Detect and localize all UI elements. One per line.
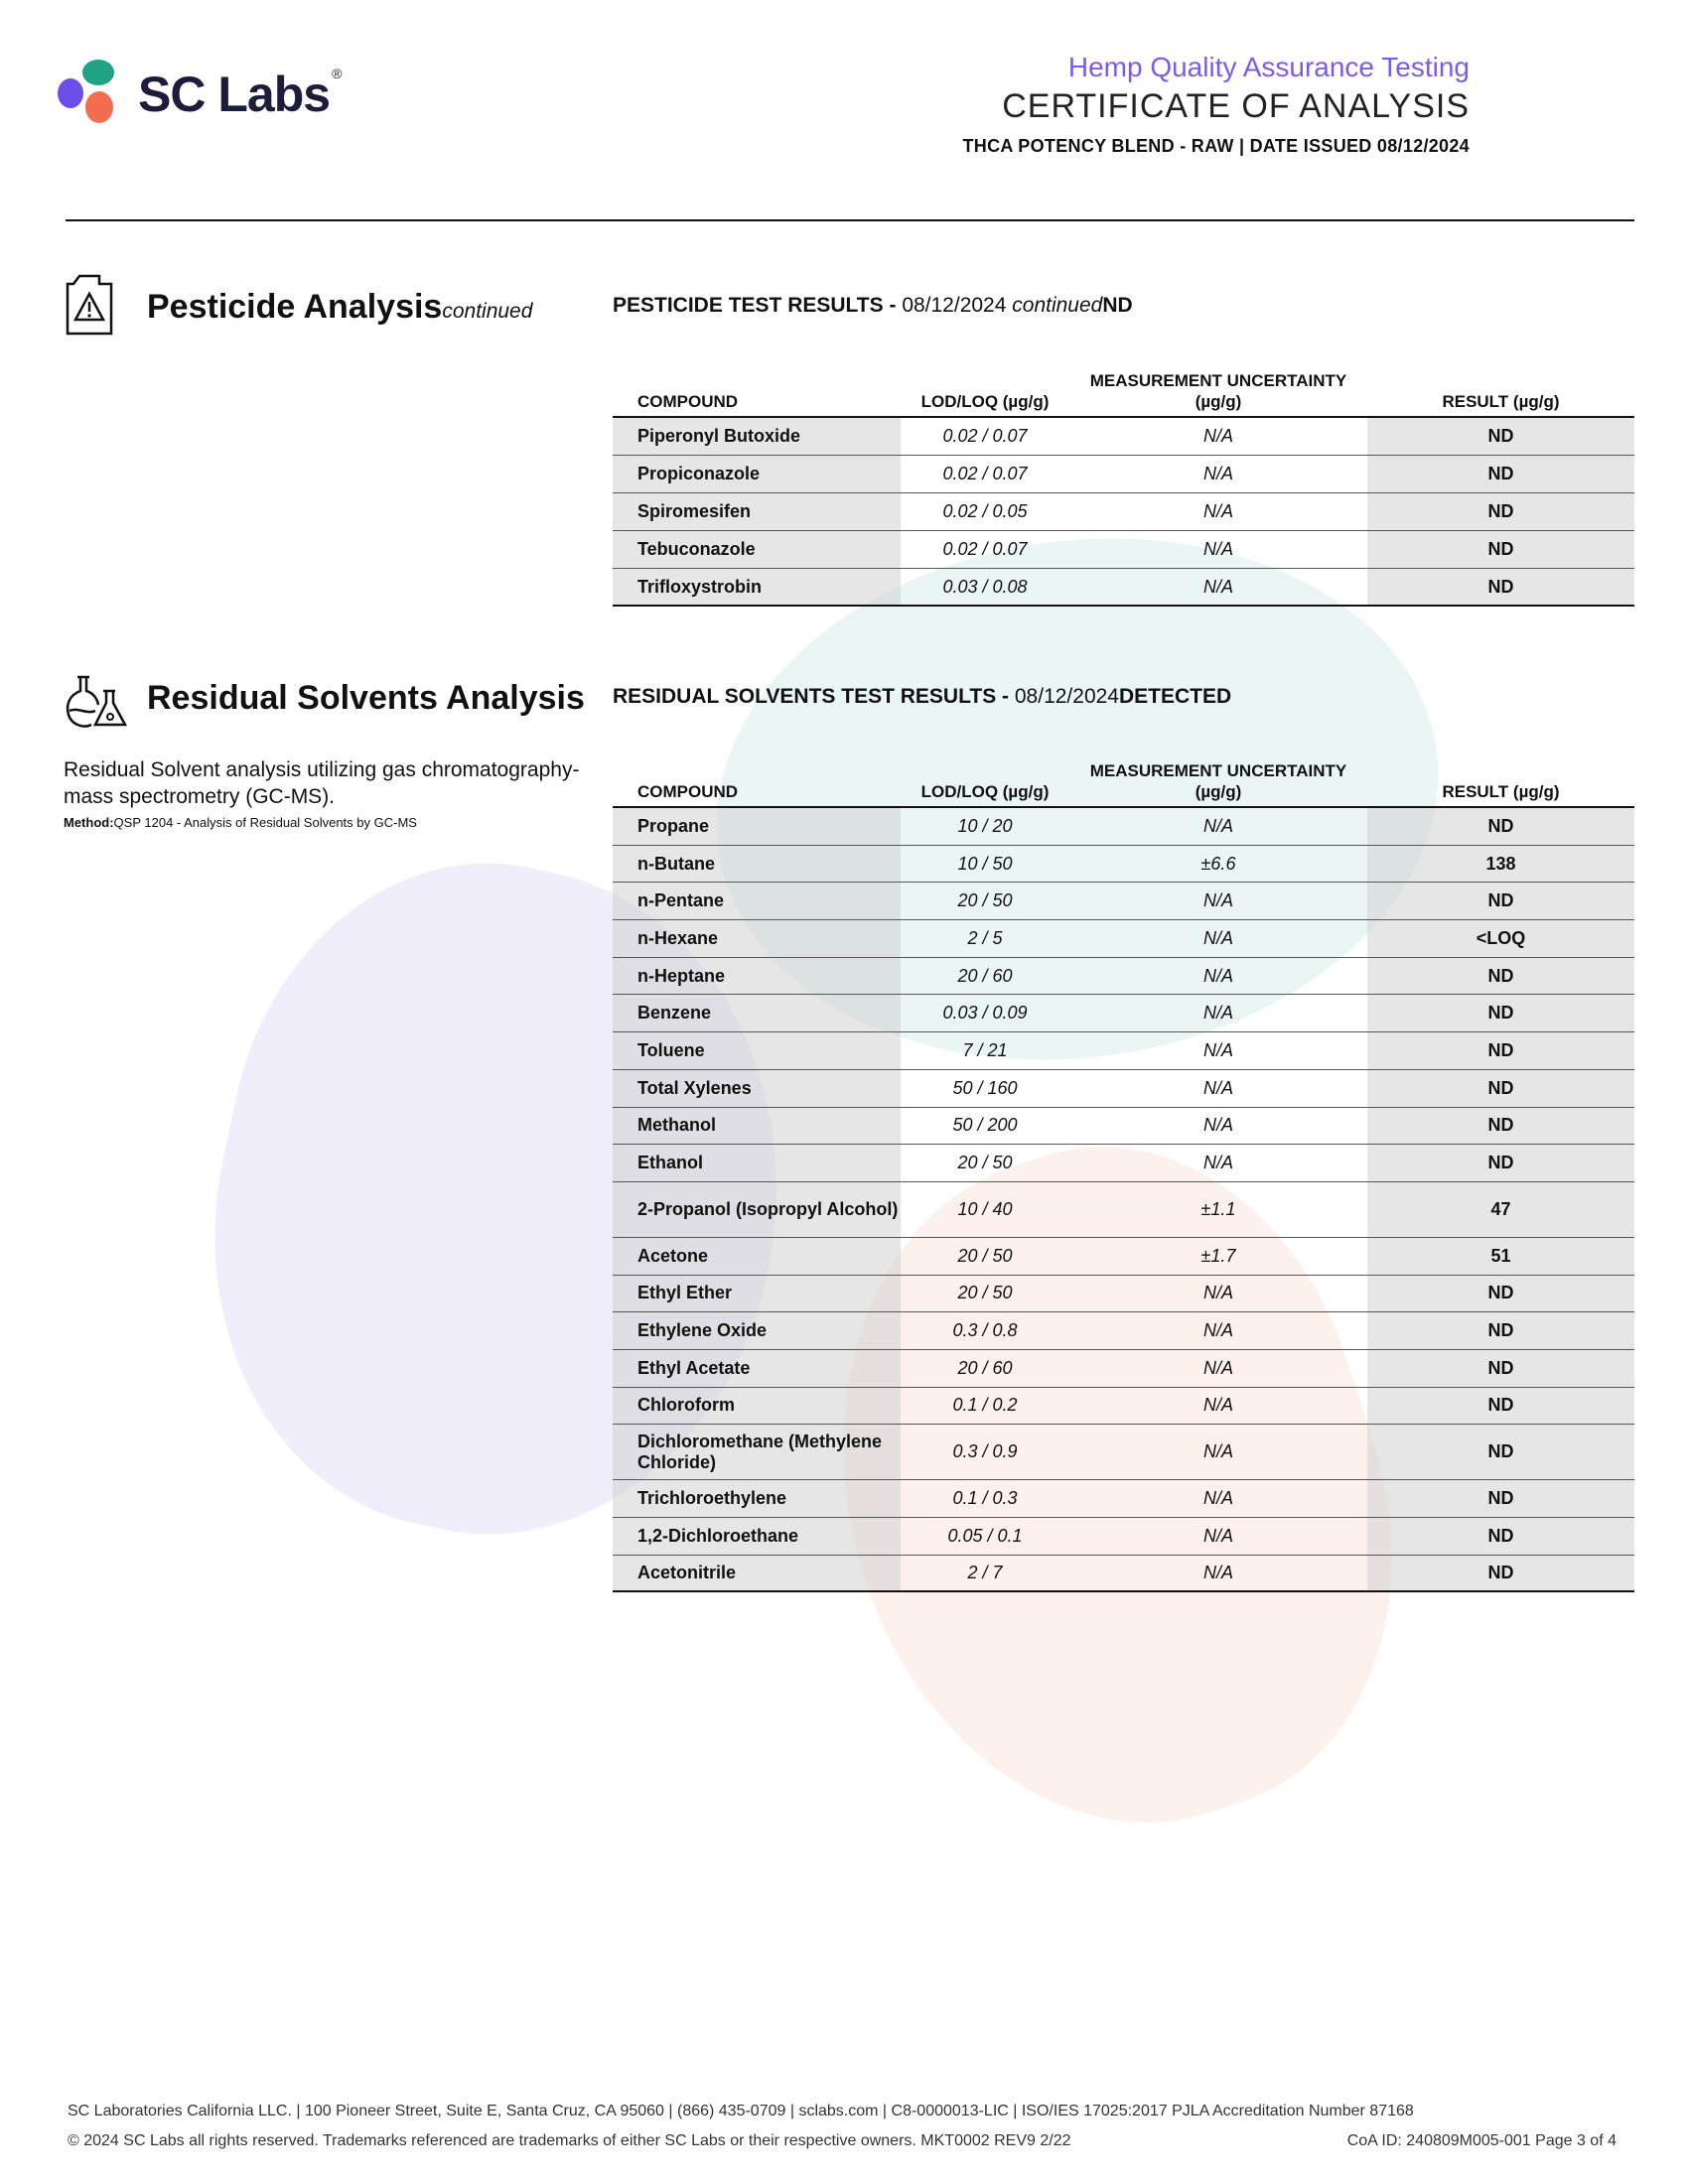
result-cell: ND [1367, 1350, 1634, 1387]
lodloq-cell: 10 / 50 [957, 853, 1013, 874]
sc-labs-logo [54, 56, 381, 135]
compound-cell: Ethyl Ether [613, 1276, 901, 1312]
logo-mark-icon [54, 56, 133, 135]
compound-cell: Spiromesifen [613, 493, 901, 530]
uncertainty-cell: N/A [1202, 426, 1233, 446]
compound-cell: n-Heptane [613, 958, 901, 995]
column-header-lodloq: LOD/LOQ (µg/g) [920, 392, 1050, 411]
table-row [613, 569, 1634, 607]
logo-text: SC Labs ® [138, 66, 342, 122]
footer-address: SC Laboratories California LLC. | 100 Pioneer Street, Suite E, Santa Cruz, CA 95060 | (866) 435-0709 | sclabs.com | C8-0000013-LIC | ISO/IES 17025:2017 PJLA Accreditation Number 87168 [68, 2103, 1414, 2119]
lodloq-cell: 20 / 60 [957, 1357, 1013, 1378]
table-header-row [613, 352, 1634, 418]
table-row [613, 418, 1634, 456]
result-cell: ND [1367, 493, 1634, 530]
uncertainty-cell: N/A [1202, 1488, 1233, 1509]
uncertainty-cell: N/A [1202, 890, 1233, 911]
column-header-uncertainty: MEASUREMENT UNCERTAINTY (µg/g) [1089, 761, 1347, 801]
result-cell: ND [1367, 1108, 1634, 1145]
lodloq-cell: 7 / 21 [962, 1039, 1008, 1060]
uncertainty-cell: N/A [1202, 539, 1233, 559]
lodloq-cell: 10 / 20 [957, 815, 1013, 836]
result-cell: 138 [1367, 846, 1634, 883]
compound-cell: Trichloroethylene [613, 1480, 901, 1517]
pesticide-section-title: Pesticide Analysiscontinued [147, 288, 533, 326]
table-row [613, 531, 1634, 569]
pesticide-results-table [613, 352, 1634, 607]
column-header-uncertainty: MEASUREMENT UNCERTAINTY (µg/g) [1089, 371, 1347, 411]
solvents-table-title: RESIDUAL SOLVENTS TEST RESULTS - 08/12/2024DETECTED [613, 685, 1232, 708]
lodloq-cell: 0.02 / 0.05 [942, 501, 1028, 521]
result-cell: ND [1367, 1312, 1634, 1349]
lodloq-cell: 20 / 50 [957, 1283, 1013, 1303]
pesticide-canister-icon [64, 272, 115, 338]
solvents-method: Method:QSP 1204 - Analysis of Residual Solvents by GC-MS [64, 815, 417, 830]
table-row [613, 1480, 1634, 1518]
table-row [613, 1518, 1634, 1556]
result-cell: ND [1367, 1276, 1634, 1312]
lodloq-cell: 10 / 40 [957, 1198, 1013, 1219]
uncertainty-cell: N/A [1202, 1003, 1233, 1024]
table-row [613, 1070, 1634, 1108]
lodloq-cell: 0.3 / 0.8 [952, 1320, 1018, 1341]
table-row [613, 1350, 1634, 1388]
lodloq-cell: 50 / 160 [952, 1077, 1018, 1098]
lodloq-cell: 0.02 / 0.07 [942, 539, 1028, 559]
uncertainty-cell: N/A [1202, 965, 1233, 986]
column-header-compound: COMPOUND [637, 782, 739, 801]
compound-cell: Toluene [613, 1032, 901, 1069]
result-cell: 47 [1367, 1182, 1634, 1237]
uncertainty-cell: N/A [1202, 1525, 1233, 1546]
table-row [613, 1388, 1634, 1426]
pesticide-table-title: PESTICIDE TEST RESULTS - 08/12/2024 continuedND [613, 294, 1133, 317]
result-cell: ND [1367, 1480, 1634, 1517]
solvents-section-title: Residual Solvents Analysis [147, 679, 585, 717]
table-row [613, 1108, 1634, 1146]
compound-cell: Propiconazole [613, 456, 901, 492]
lodloq-cell: 0.05 / 0.1 [947, 1525, 1023, 1546]
lodloq-cell: 2 / 7 [967, 1563, 1003, 1583]
compound-cell: Acetonitrile [613, 1556, 901, 1591]
compound-cell: n-Butane [613, 846, 901, 883]
uncertainty-cell: N/A [1202, 927, 1233, 948]
result-cell: ND [1367, 1556, 1634, 1591]
result-cell: ND [1367, 1032, 1634, 1069]
header-divider [66, 219, 1634, 221]
result-cell: ND [1367, 883, 1634, 919]
lodloq-cell: 50 / 200 [952, 1115, 1018, 1136]
uncertainty-cell: N/A [1202, 464, 1233, 483]
uncertainty-cell: N/A [1202, 1563, 1233, 1583]
compound-cell: 2-Propanol (Isopropyl Alcohol) [613, 1182, 901, 1237]
header-subtitle: Hemp Quality Assurance Testing [1067, 52, 1470, 82]
table-row [613, 995, 1634, 1032]
table-row [613, 493, 1634, 531]
compound-cell: Chloroform [613, 1388, 901, 1425]
header-meta: THCA POTENCY BLEND - RAW | DATE ISSUED 08/12/2024 [962, 136, 1470, 156]
table-row [613, 1425, 1634, 1480]
column-header-result: RESULT (µg/g) [1442, 782, 1560, 801]
result-cell: 51 [1367, 1238, 1634, 1275]
result-cell: ND [1367, 808, 1634, 845]
footer-copyright-row [68, 2132, 1617, 2150]
column-header-lodloq: LOD/LOQ (µg/g) [920, 782, 1050, 801]
result-cell: ND [1367, 531, 1634, 568]
lodloq-cell: 20 / 50 [957, 890, 1013, 911]
compound-cell: Tebuconazole [613, 531, 901, 568]
uncertainty-cell: N/A [1202, 1115, 1233, 1136]
uncertainty-cell: N/A [1202, 1077, 1233, 1098]
result-cell: ND [1367, 995, 1634, 1031]
result-cell: ND [1367, 569, 1634, 605]
table-row [613, 1556, 1634, 1593]
column-header-result: RESULT (µg/g) [1442, 392, 1560, 411]
lodloq-cell: 0.1 / 0.2 [952, 1395, 1018, 1416]
table-row [613, 456, 1634, 493]
result-cell: ND [1367, 1518, 1634, 1555]
table-row [613, 1312, 1634, 1350]
compound-cell: Acetone [613, 1238, 901, 1275]
footer-coa-id: CoA ID: 240809M005-001 Page 3 of 4 [1346, 2132, 1617, 2149]
compound-cell: Ethyl Acetate [613, 1350, 901, 1387]
uncertainty-cell: N/A [1202, 1320, 1233, 1341]
table-row [613, 958, 1634, 996]
table-row [613, 1276, 1634, 1313]
solvents-description: Residual Solvent analysis utilizing gas chromatography-mass spectrometry (GC-MS). [64, 758, 580, 808]
lodloq-cell: 0.02 / 0.07 [942, 426, 1028, 446]
table-header-row [613, 743, 1634, 808]
compound-cell: Trifloxystrobin [613, 569, 901, 605]
uncertainty-cell: N/A [1202, 1441, 1233, 1462]
compound-cell: Piperonyl Butoxide [613, 418, 901, 455]
uncertainty-cell: N/A [1202, 1395, 1233, 1416]
table-row [613, 883, 1634, 920]
column-header-compound: COMPOUND [637, 392, 739, 411]
uncertainty-cell: N/A [1202, 1357, 1233, 1378]
compound-cell: n-Hexane [613, 920, 901, 957]
uncertainty-cell: ±1.1 [1200, 1198, 1236, 1219]
result-cell: ND [1367, 958, 1634, 995]
footer-copyright: © 2024 SC Labs all rights reserved. Trademarks referenced are trademarks of either SC Labs or their respective owners. MKT0002 REV9 2/22 [68, 2132, 1071, 2149]
lodloq-cell: 0.3 / 0.9 [952, 1441, 1018, 1462]
document-header [962, 52, 1470, 157]
result-cell: <LOQ [1367, 920, 1634, 957]
uncertainty-cell: N/A [1202, 501, 1233, 521]
table-row [613, 920, 1634, 958]
solvents-results-table [613, 743, 1634, 1592]
header-title: CERTIFICATE OF ANALYSIS [1002, 87, 1470, 125]
uncertainty-cell: ±1.7 [1200, 1245, 1236, 1266]
uncertainty-cell: N/A [1202, 1039, 1233, 1060]
table-row [613, 808, 1634, 846]
lodloq-cell: 20 / 50 [957, 1153, 1013, 1173]
result-cell: ND [1367, 1388, 1634, 1425]
lodloq-cell: 2 / 5 [967, 927, 1003, 948]
result-cell: ND [1367, 1070, 1634, 1107]
lodloq-cell: 20 / 50 [957, 1245, 1013, 1266]
compound-cell: Methanol [613, 1108, 901, 1145]
uncertainty-cell: N/A [1202, 1153, 1233, 1173]
result-cell: ND [1367, 456, 1634, 492]
lodloq-cell: 0.03 / 0.09 [942, 1003, 1028, 1024]
compound-cell: Total Xylenes [613, 1070, 901, 1107]
compound-cell: 1,2-Dichloroethane [613, 1518, 901, 1555]
compound-cell: Ethanol [613, 1145, 901, 1181]
result-cell: ND [1367, 1425, 1634, 1479]
uncertainty-cell: N/A [1202, 576, 1233, 597]
lodloq-cell: 0.03 / 0.08 [942, 576, 1028, 597]
uncertainty-cell: N/A [1202, 815, 1233, 836]
compound-cell: Ethylene Oxide [613, 1312, 901, 1349]
compound-cell: Benzene [613, 995, 901, 1031]
result-cell: ND [1367, 418, 1634, 455]
lodloq-cell: 20 / 60 [957, 965, 1013, 986]
result-cell: ND [1367, 1145, 1634, 1181]
compound-cell: Propane [613, 808, 901, 845]
lodloq-cell: 0.02 / 0.07 [942, 464, 1028, 483]
lodloq-cell: 0.1 / 0.3 [952, 1488, 1018, 1509]
uncertainty-cell: N/A [1202, 1283, 1233, 1303]
table-row [613, 1145, 1634, 1182]
lab-flask-icon [64, 671, 129, 731]
compound-cell: n-Pentane [613, 883, 901, 919]
table-row [613, 846, 1634, 884]
compound-cell: Dichloromethane (Methylene Chloride) [613, 1425, 901, 1479]
table-row [613, 1032, 1634, 1070]
uncertainty-cell: ±6.6 [1200, 853, 1236, 874]
table-row [613, 1238, 1634, 1276]
table-row [613, 1182, 1634, 1238]
